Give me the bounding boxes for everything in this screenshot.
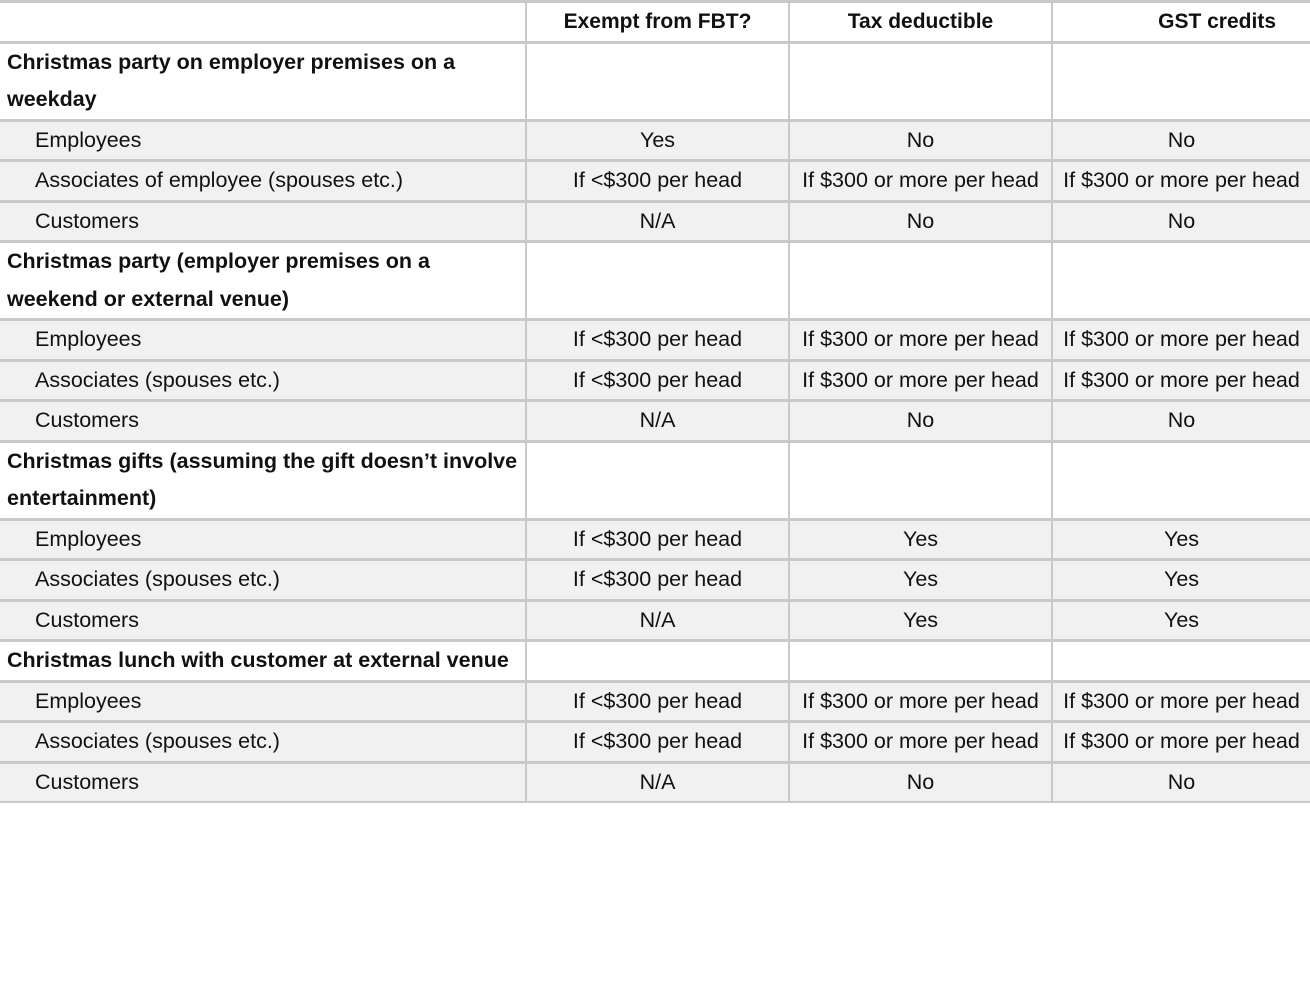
header-row	[0, 2, 1310, 43]
tax-deductible-cell: If $300 or more per head	[789, 360, 1052, 401]
table-row	[0, 161, 1310, 202]
table-row	[0, 201, 1310, 242]
section-title: Christmas gifts (assuming the gift doesn’t involve entertainment)	[0, 441, 526, 519]
tax-deductible-cell: Yes	[789, 560, 1052, 601]
table-row	[0, 401, 1310, 442]
table-row	[0, 320, 1310, 361]
row-label: Employees	[0, 681, 526, 722]
gst-credits-cell: No	[1052, 201, 1310, 242]
empty-cell	[526, 242, 789, 320]
exempt-fbt-cell: N/A	[526, 600, 789, 641]
empty-cell	[1052, 441, 1310, 519]
table-row	[0, 600, 1310, 641]
empty-cell	[789, 42, 1052, 120]
row-label: Associates (spouses etc.)	[0, 560, 526, 601]
empty-cell	[789, 242, 1052, 320]
gst-credits-cell: If $300 or more per head	[1052, 161, 1310, 202]
row-label: Customers	[0, 201, 526, 242]
section-row	[0, 242, 1310, 320]
tax-deductible-cell: If $300 or more per head	[789, 722, 1052, 763]
gst-credits-cell: If $300 or more per head	[1052, 320, 1310, 361]
tax-deductible-cell: No	[789, 401, 1052, 442]
tax-deductible-cell: If $300 or more per head	[789, 320, 1052, 361]
empty-cell	[789, 641, 1052, 682]
tax-deductible-cell: No	[789, 201, 1052, 242]
empty-cell	[526, 42, 789, 120]
section-row	[0, 641, 1310, 682]
empty-cell	[526, 641, 789, 682]
exempt-fbt-cell: N/A	[526, 201, 789, 242]
tax-deductible-cell: If $300 or more per head	[789, 681, 1052, 722]
empty-cell	[789, 441, 1052, 519]
row-label: Customers	[0, 600, 526, 641]
exempt-fbt-cell: N/A	[526, 401, 789, 442]
exempt-fbt-cell: If <$300 per head	[526, 320, 789, 361]
gst-credits-cell: No	[1052, 762, 1310, 802]
tax-deductible-cell: Yes	[789, 600, 1052, 641]
exempt-fbt-cell: If <$300 per head	[526, 560, 789, 601]
empty-cell	[1052, 641, 1310, 682]
gst-credits-cell: If $300 or more per head	[1052, 722, 1310, 763]
exempt-fbt-cell: If <$300 per head	[526, 161, 789, 202]
tax-deductible-cell: If $300 or more per head	[789, 161, 1052, 202]
header-category	[0, 2, 526, 43]
table-row	[0, 722, 1310, 763]
section-row	[0, 42, 1310, 120]
table-row	[0, 560, 1310, 601]
table-row	[0, 360, 1310, 401]
row-label: Associates (spouses etc.)	[0, 722, 526, 763]
header-tax-deductible: Tax deductible	[789, 2, 1052, 43]
exempt-fbt-cell: Yes	[526, 120, 789, 161]
gst-credits-cell: If $300 or more per head	[1052, 360, 1310, 401]
exempt-fbt-cell: If <$300 per head	[526, 681, 789, 722]
tax-deductible-cell: No	[789, 120, 1052, 161]
table-row	[0, 519, 1310, 560]
tax-deductible-cell: No	[789, 762, 1052, 802]
row-label: Customers	[0, 762, 526, 802]
row-label: Employees	[0, 120, 526, 161]
exempt-fbt-cell: If <$300 per head	[526, 722, 789, 763]
section-title: Christmas party (employer premises on a weekend or external venue)	[0, 242, 526, 320]
section-title: Christmas party on employer premises on a weekday	[0, 42, 526, 120]
table-row	[0, 762, 1310, 802]
table-row	[0, 120, 1310, 161]
section-title: Christmas lunch with customer at external venue	[0, 641, 526, 682]
gst-credits-cell: No	[1052, 401, 1310, 442]
empty-cell	[1052, 42, 1310, 120]
header-gst-credits: GST credits	[1052, 2, 1310, 43]
gst-credits-cell: No	[1052, 120, 1310, 161]
tax-deductible-cell: Yes	[789, 519, 1052, 560]
gst-credits-cell: Yes	[1052, 560, 1310, 601]
section-row	[0, 441, 1310, 519]
gst-credits-cell: If $300 or more per head	[1052, 681, 1310, 722]
row-label: Customers	[0, 401, 526, 442]
row-label: Employees	[0, 320, 526, 361]
gst-credits-cell: Yes	[1052, 600, 1310, 641]
exempt-fbt-cell: N/A	[526, 762, 789, 802]
exempt-fbt-cell: If <$300 per head	[526, 519, 789, 560]
row-label: Employees	[0, 519, 526, 560]
row-label: Associates (spouses etc.)	[0, 360, 526, 401]
empty-cell	[526, 441, 789, 519]
header-exempt-fbt: Exempt from FBT?	[526, 2, 789, 43]
table-row	[0, 681, 1310, 722]
gst-credits-cell: Yes	[1052, 519, 1310, 560]
exempt-fbt-cell: If <$300 per head	[526, 360, 789, 401]
empty-cell	[1052, 242, 1310, 320]
row-label: Associates of employee (spouses etc.)	[0, 161, 526, 202]
